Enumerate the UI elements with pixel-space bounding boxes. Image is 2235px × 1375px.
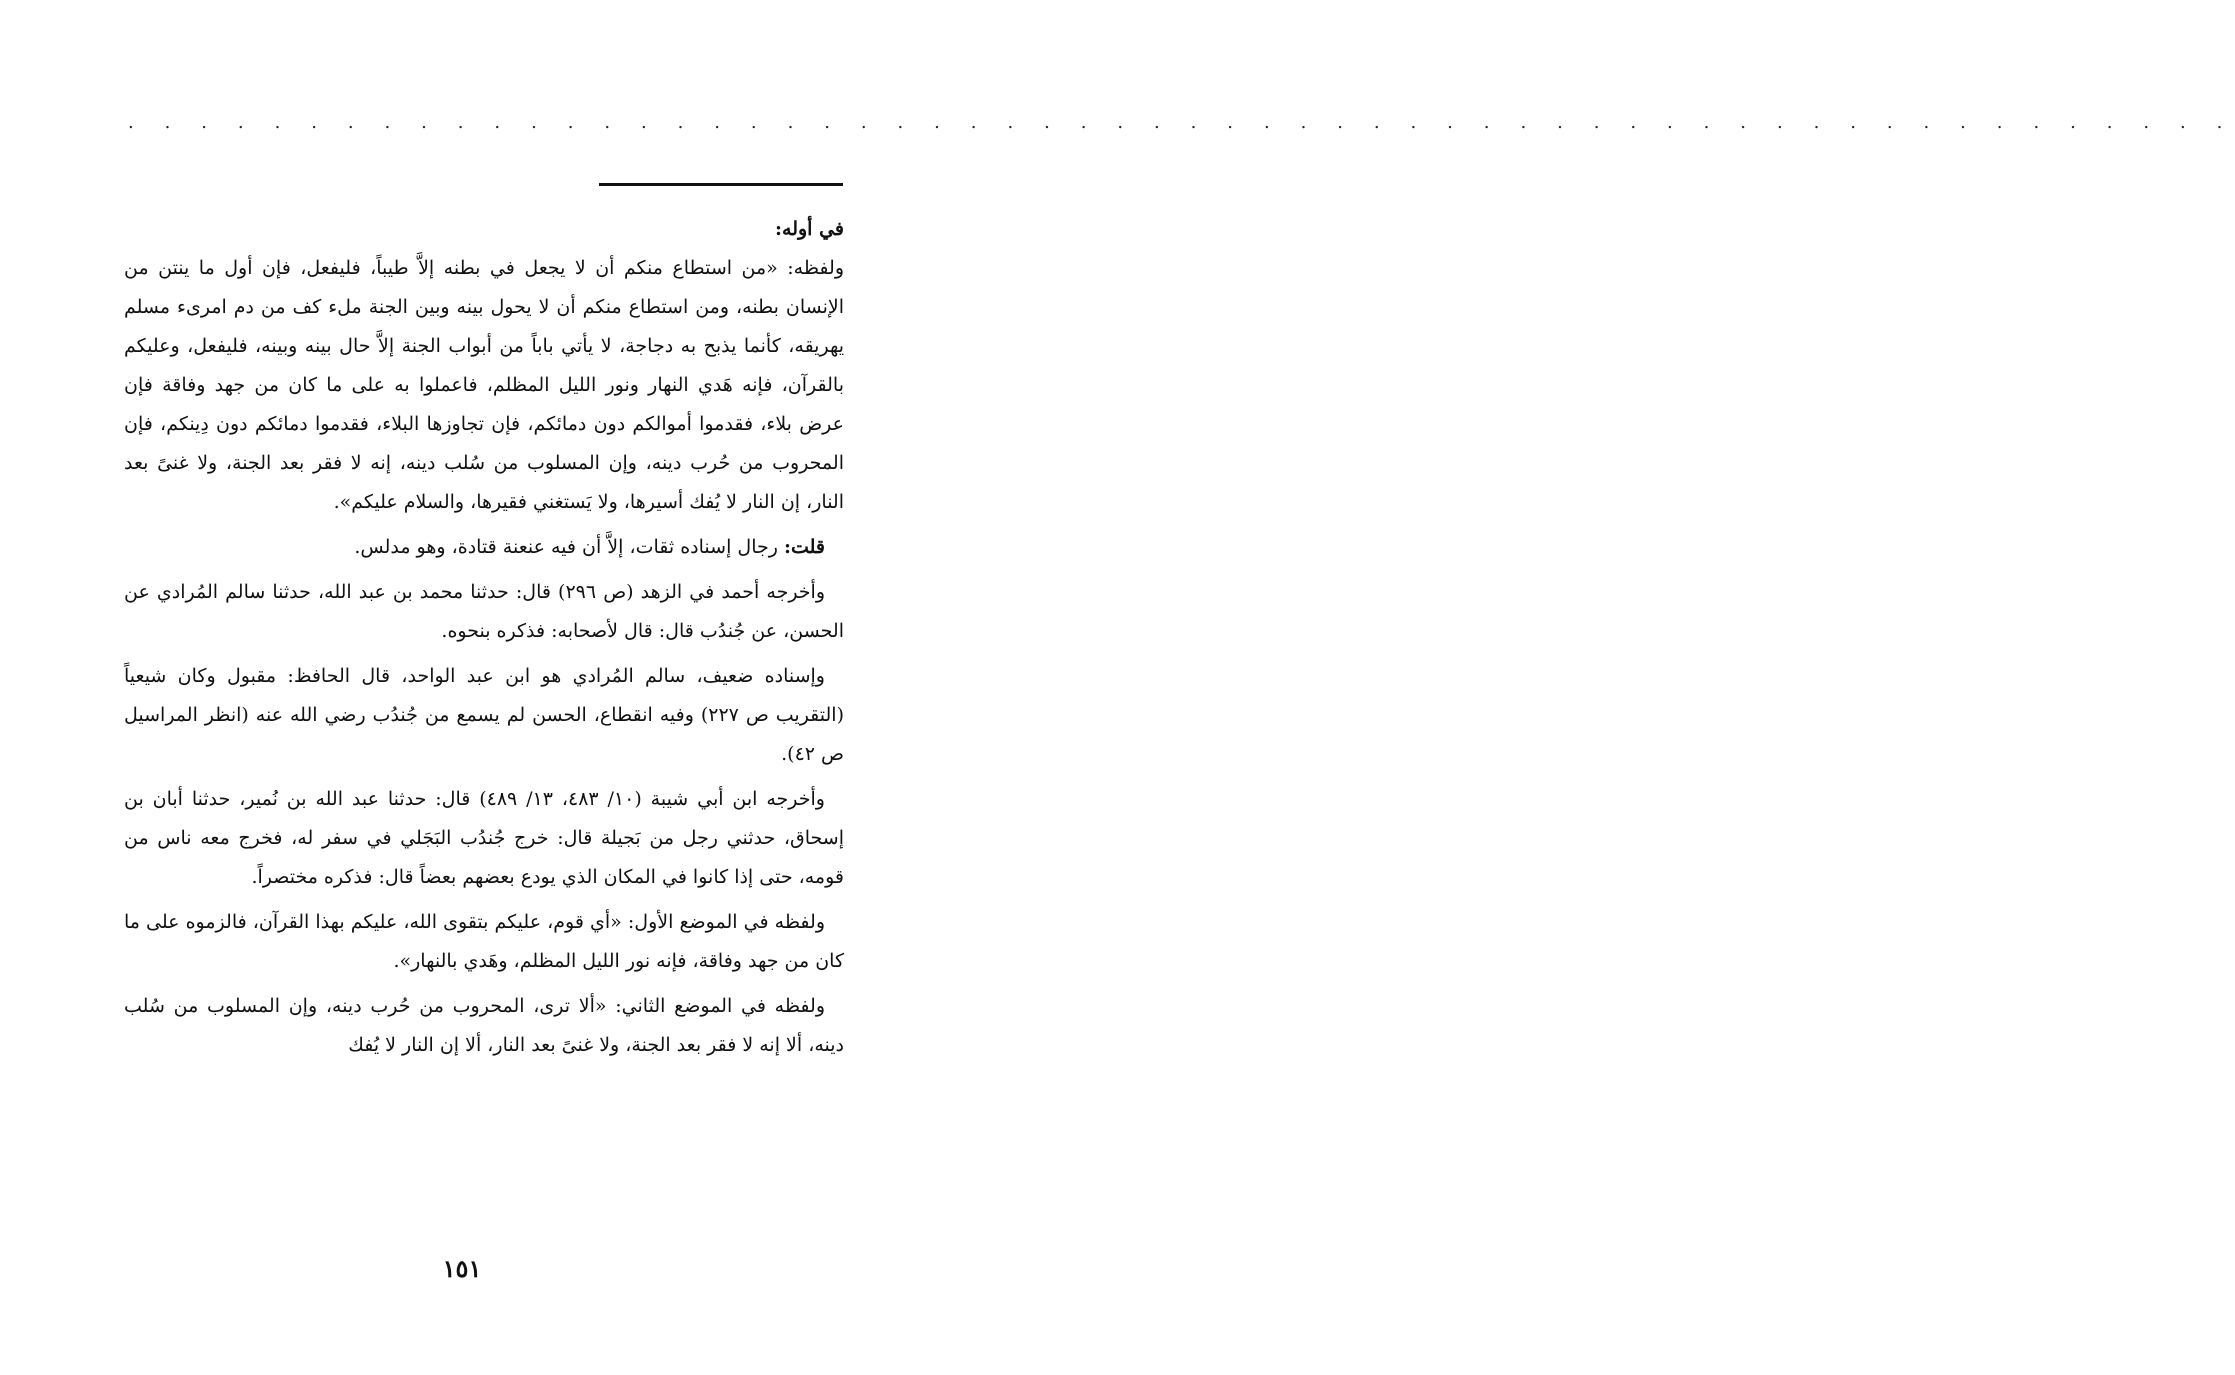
section-heading: في أوله:	[775, 218, 844, 240]
separator-dots: . . . . . . . . . . . . . . . . . . . . . . . . . . . . . . . . . . . . . . . . . . . . . . . . . . . . . . . . . .	[128, 112, 2235, 133]
paragraph-text: ولفظه في الموضع الأول: «أي قوم، عليكم بتقوى الله، عليكم بهذا القرآن، فالزموه على ما كان من جهد وفاقة، فإنه نور الليل المظلم، وهَدي بالنهار».	[124, 911, 844, 972]
paragraph-text: ولفظه في الموضع الثاني: «ألا ترى، المحروب من حُرب دينه، وإن المسلوب من سُلب دينه، ألا إنه لا فقر بعد الجنة، ولا غنىً بعد النار، ألا إن النار لا يُفك	[124, 995, 844, 1056]
paragraph	[124, 249, 844, 522]
paragraph-text: ولفظه: «من استطاع منكم أن لا يجعل في بطنه إلاَّ طيباً، فليفعل، فإن أول ما ينتن من الإنسان بطنه، ومن استطاع منكم أن لا يحول بينه وبين الجنة ملء كف من دم امرىء مسلم يهريقه، كأنما يذبح به دجاجة، لا يأتي باباً من أبواب الجنة إلاَّ حال بينه وبينه، فليفعل، وعليكم بالقرآن، فإنه هَدي النهار ونور الليل المظلم، فاعملوا به على ما كان من جهد وفاقة فإن عرض بلاء، فقدموا أموالكم دون دمائكم، فإن تجاوزها البلاء، فقدموا دمائكم دون دِينكم، فإن المحروب من حُرب دينه، وإن المسلوب من سُلب دينه، إنه لا فقر بعد الجنة، ولا غنىً بعد النار، إن النار لا يُفك أسيرها، ولا يَستغني فقيرها، والسلام عليكم».	[124, 257, 844, 513]
paragraph-text: رجال إسناده ثقات، إلاَّ أن فيه عنعنة قتادة، وهو مدلس.	[354, 536, 778, 558]
page-number: ١٥١	[442, 1254, 482, 1283]
paragraph-lead: قلت:	[783, 536, 825, 558]
page-body	[124, 210, 844, 1065]
paragraph-text: وأخرجه أحمد في الزهد (ص ٢٩٦) قال: حدثنا محمد بن عبد الله، حدثنا سالم المُرادي عن الحسن، عن جُندُب قال: قال لأصحابه: فذكره بنحوه.	[124, 581, 844, 642]
footnote-rule	[599, 183, 843, 186]
paragraph	[124, 780, 844, 897]
paragraph	[124, 573, 844, 651]
paragraph-text: وإسناده ضعيف، سالم المُرادي هو ابن عبد الواحد، قال الحافظ: مقبول وكان شيعياً (التقريب ص ٢٢٧) وفيه انقطاع، الحسن لم يسمع من جُندُب رضي الله عنه (انظر المراسيل ص ٤٢).	[124, 665, 844, 765]
paragraph-text: وأخرجه ابن أبي شيبة (١٠/ ٤٨٣، ١٣/ ٤٨٩) قال: حدثنا عبد الله بن نُمير، حدثنا أبان بن إسحاق، حدثني رجل من بَجيلة قال: خرج جُندُب البَجَلي في سفر له، فخرج معه ناس من قومه، حتى إذا كانوا في المكان الذي يودع بعضهم بعضاً قال: فذكره مختصراً.	[124, 788, 844, 888]
paragraph	[124, 528, 844, 567]
paragraph	[124, 903, 844, 981]
paragraph	[124, 657, 844, 774]
paragraph	[124, 987, 844, 1065]
